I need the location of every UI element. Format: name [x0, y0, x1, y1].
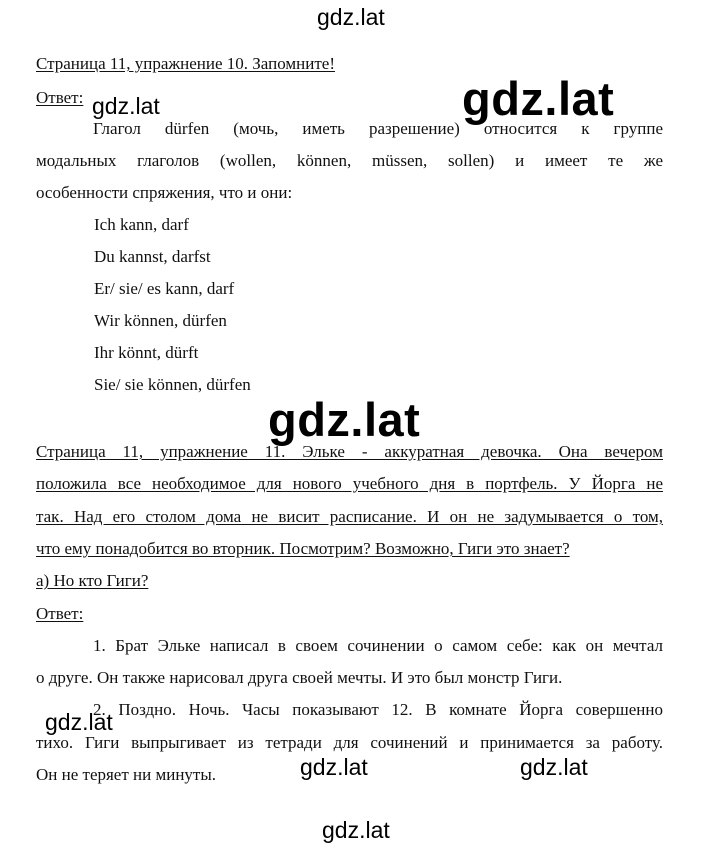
conjugation-er: Er/ sie/ es kann, darf: [94, 279, 235, 298]
item-1-line-2: о друге. Он также нарисовал друга своей мечты. И это был монстр Гиги.: [36, 668, 563, 687]
watermark-bottom-left: gdz.lat: [45, 709, 113, 735]
watermark-footer: gdz.lat: [322, 817, 390, 843]
watermark-top: gdz.lat: [317, 4, 385, 30]
item-1-line-1: 1. Брат Эльке написал в своем сочинении о самом себе: как он мечтал: [93, 636, 663, 655]
paragraph-line-1: Глагол dürfen (мочь, иметь разрешение) относится к группе: [93, 119, 663, 138]
answer-label-1: Ответ:: [36, 88, 84, 107]
conjugation-ich: Ich kann, darf: [94, 215, 189, 234]
item-2-line-1: 2. Поздно. Ночь. Часы показывают 12. В комнате Йорга совершенно: [93, 700, 663, 719]
question-a: а) Но кто Гиги?: [36, 571, 149, 590]
exercise-11-header-line-4: что ему понадобится во вторник. Посмотрим? Возможно, Гиги это знает?: [36, 539, 570, 558]
exercise-10-header: Страница 11, упражнение 10. Запомните!: [36, 54, 335, 73]
exercise-11-header-line-2: положила все необходимое для нового учебного дня в портфель. У Йорга не: [36, 474, 663, 493]
paragraph-line-2: модальных глаголов (wollen, können, müssen, sollen) и имеет те же: [36, 151, 663, 170]
conjugation-wir: Wir können, dürfen: [94, 311, 227, 330]
watermark-bottom-middle: gdz.lat: [300, 754, 368, 780]
watermark-bottom-right: gdz.lat: [520, 754, 588, 780]
watermark-large-center: gdz.lat: [268, 393, 421, 446]
conjugation-du: Du kannst, darfst: [94, 247, 211, 266]
conjugation-ihr: Ihr könnt, dürft: [94, 343, 199, 362]
paragraph-line-3: особенности спряжения, что и они:: [36, 183, 293, 202]
watermark-answer: gdz.lat: [92, 93, 160, 119]
answer-label-2: Ответ:: [36, 604, 84, 623]
exercise-11-header-line-3: так. Над его столом дома не висит расписание. И он не задумывается о том,: [36, 507, 663, 526]
watermark-large-top-right: gdz.lat: [462, 72, 615, 125]
exercise-11-header-line-1: Страница 11, упражнение 11. Эльке - аккуратная девочка. Она вечером: [36, 442, 663, 461]
item-2-line-3: Он не теряет ни минуты.: [36, 765, 217, 784]
conjugation-sie: Sie/ sie können, dürfen: [94, 375, 251, 394]
item-2-line-2: тихо. Гиги выпрыгивает из тетради для сочинений и принимается за работу.: [36, 733, 663, 752]
